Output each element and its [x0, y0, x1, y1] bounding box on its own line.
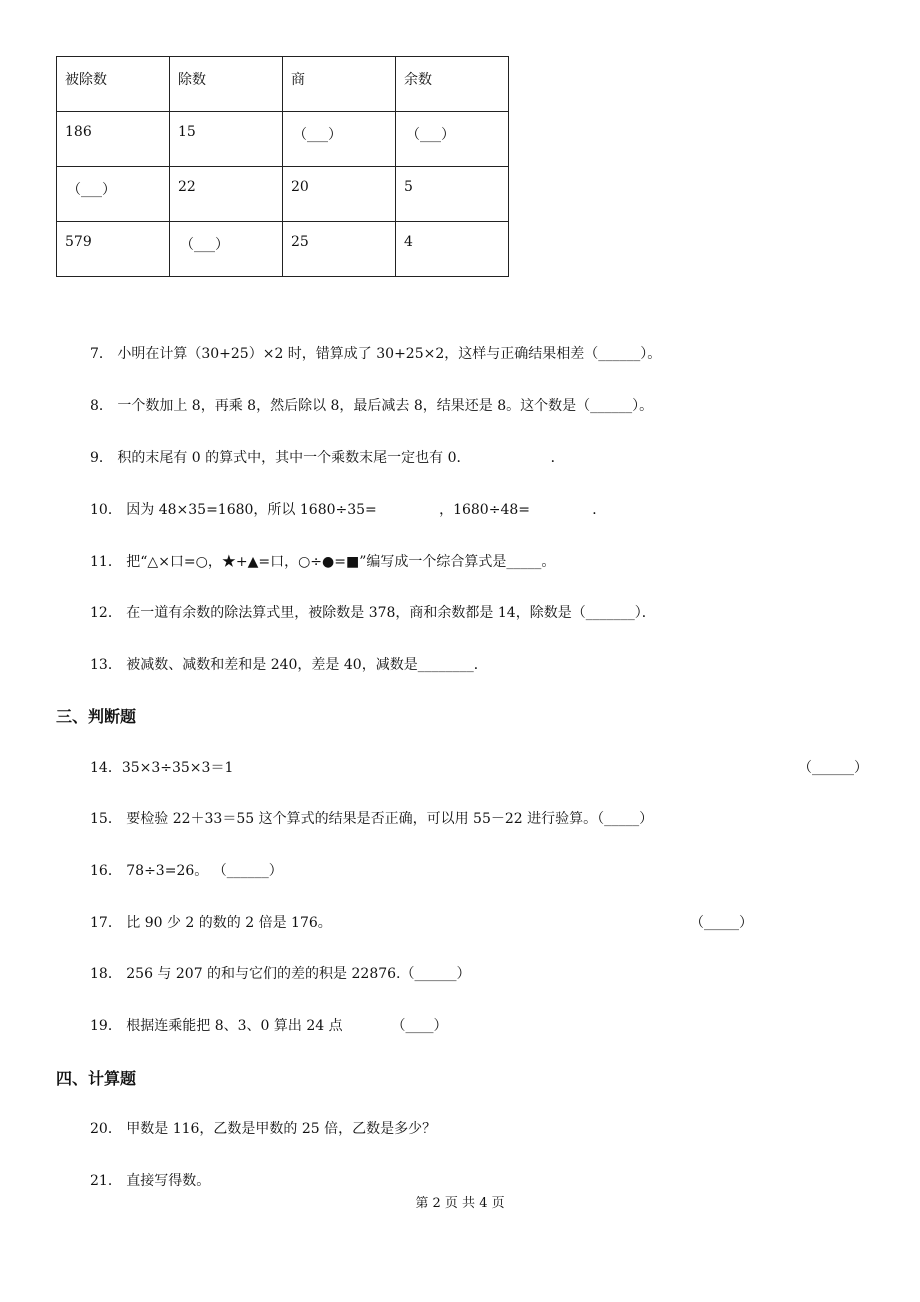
question-17: 17． 比 90 少 2 的数的 2 倍是 176。: [90, 915, 332, 931]
answer-blank[interactable]: （_____）: [690, 915, 753, 931]
answer-blank[interactable]: （______）: [798, 760, 868, 776]
question-14: 14．35×3÷35×3＝1: [90, 760, 234, 776]
section-calc-title: 四、计算题: [56, 1069, 137, 1088]
table-cell: 579: [57, 222, 170, 277]
table-cell: 15: [170, 112, 283, 167]
table-row: [57, 222, 509, 277]
table-cell: 22: [170, 167, 283, 222]
page-footer: 第 2 页 共 4 页: [415, 1196, 505, 1211]
answer-blank[interactable]: （___）: [57, 167, 170, 222]
question-10: 10． 因为 48×35=1680，所以 1680÷35= ，1680÷48= ．: [90, 502, 607, 518]
table-cell: 5: [396, 167, 509, 222]
question-8: 8． 一个数加上 8，再乘 8，然后除以 8，最后减去 8，结果还是 8。这个数是（______）。: [90, 398, 654, 414]
question-9: 9． 积的末尾有 0 的算式中，其中一个乘数末尾一定也有 0． ．: [90, 450, 565, 466]
table-header-cell: 被除数: [57, 57, 170, 112]
table-cell: 186: [57, 112, 170, 167]
question-18: 18． 256 与 207 的和与它们的差的积是 22876.（______）: [90, 966, 471, 982]
table-row: [57, 167, 509, 222]
table-cell: 4: [396, 222, 509, 277]
question-13: 13． 被减数、减数和差和是 240，差是 40，减数是________．: [90, 657, 488, 673]
section-judge-title: 三、判断题: [56, 707, 137, 726]
question-12: 12． 在一道有余数的除法算式里，被除数是 378，商和余数都是 14，除数是（_______）．: [90, 605, 656, 621]
table-cell: 25: [283, 222, 396, 277]
question-11: 11． 把“△×口=○，★+▲=口，○÷●=■”编写成一个综合算式是_____。: [90, 554, 556, 570]
question-16: 16． 78÷3=26。 （______）: [90, 863, 283, 879]
table-header-cell: 余数: [396, 57, 509, 112]
table-header-cell: 除数: [170, 57, 283, 112]
answer-blank[interactable]: （___）: [283, 112, 396, 167]
question-20: 20． 甲数是 116，乙数是甲数的 25 倍，乙数是多少？: [90, 1121, 437, 1137]
table-header-cell: 商: [283, 57, 396, 112]
question-15: 15． 要检验 22＋33＝55 这个算式的结果是否正确，可以用 55－22 进行验算。（_____）: [90, 811, 654, 827]
table-header-row: [57, 57, 509, 112]
question-21: 21． 直接写得数。: [90, 1173, 211, 1189]
table-row: [57, 112, 509, 167]
answer-blank[interactable]: （___）: [170, 222, 283, 277]
question-7: 7． 小明在计算（30+25）×2 时，错算成了 30+25×2，这样与正确结果相差（______）。: [90, 346, 662, 362]
question-19: 19． 根据连乘能把 8、3、0 算出 24 点 （____）: [90, 1018, 448, 1034]
answer-blank[interactable]: （___）: [396, 112, 509, 167]
table-cell: 20: [283, 167, 396, 222]
division-table: [56, 56, 509, 277]
